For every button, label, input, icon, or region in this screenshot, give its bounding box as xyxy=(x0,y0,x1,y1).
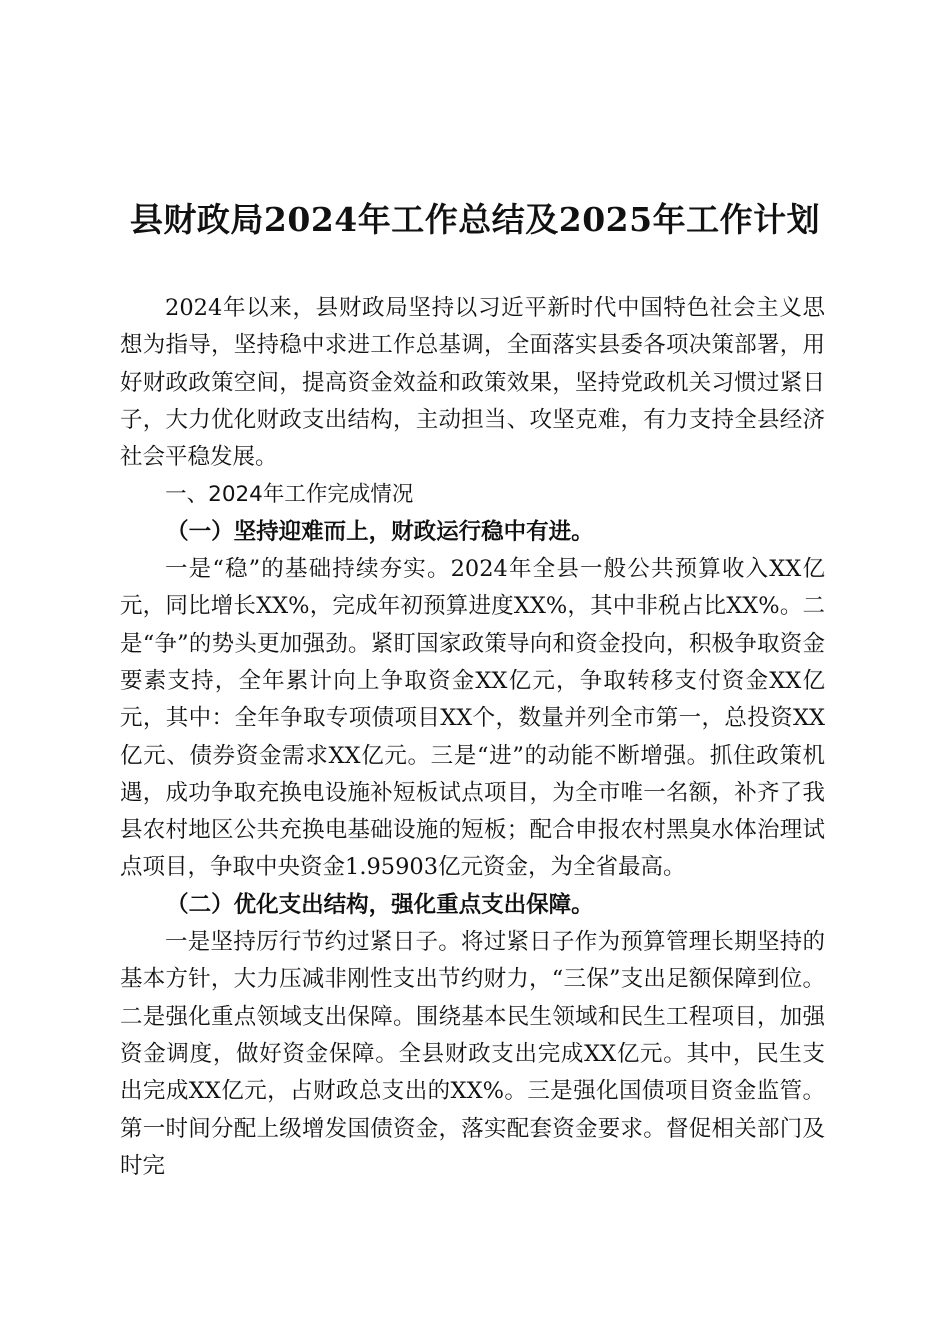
subsection-paragraph-1: 一是“稳”的基础持续夯实。2024年全县一般公共预算收入XX亿元，同比增长XX%，完成年初预算进度XX%，其中非税占比XX%。二是“争”的势头更加强劲。紧盯国家政策导向和资金投向，积极争取资金要素支持，全年累计向上争取资金XX亿元，争取转移支付资金XX亿元，其中：全年争取专项债项目XX个，数量并列全市第一，总投资XX亿元、债券资金需求XX亿元。三是“进”的动能不断增强。抓住政策机遇，成功争取充换电设施补短板试点项目，为全市唯一名额，补齐了我县农村地区公共充换电基础设施的短板；配合申报农村黑臭水体治理试点项目，争取中央资金1.95903亿元资金，为全省最高。 xyxy=(120,556,825,881)
document-body xyxy=(120,290,825,1185)
document-title: 县财政局2024年工作总结及2025年工作计划 xyxy=(129,200,821,239)
subsection-paragraph-2: 一是坚持厉行节约过紧日子。将过紧日子作为预算管理长期坚持的基本方针，大力压减非刚性支出节约财力，“三保”支出足额保障到位。二是强化重点领域支出保障。围绕基本民生领域和民生工程项目，加强资金调度，做好资金保障。全县财政支出完成XX亿元。其中，民生支出完成XX亿元，占财政总支出的XX%。三是强化国债项目资金监管。第一时间分配上级增发国债资金，落实配套资金要求。督促相关部门及时完 xyxy=(120,929,825,1179)
section-heading-1: 一、2024年工作完成情况 xyxy=(165,482,414,508)
subsection-heading-2: （二）优化支出结构，强化重点支出保障。 xyxy=(166,891,594,918)
subsection-heading-1: （一）坚持迎难而上，财政运行稳中有进。 xyxy=(166,518,594,545)
intro-paragraph: 2024年以来，县财政局坚持以习近平新时代中国特色社会主义思想为指导，坚持稳中求进工作总基调，全面落实县委各项决策部署，用好财政政策空间，提高资金效益和政策效果，坚持党政机关习惯过紧日子，大力优化财政支出结构，主动担当、攻坚克难，有力支持全县经济社会平稳发展。 xyxy=(120,295,825,471)
